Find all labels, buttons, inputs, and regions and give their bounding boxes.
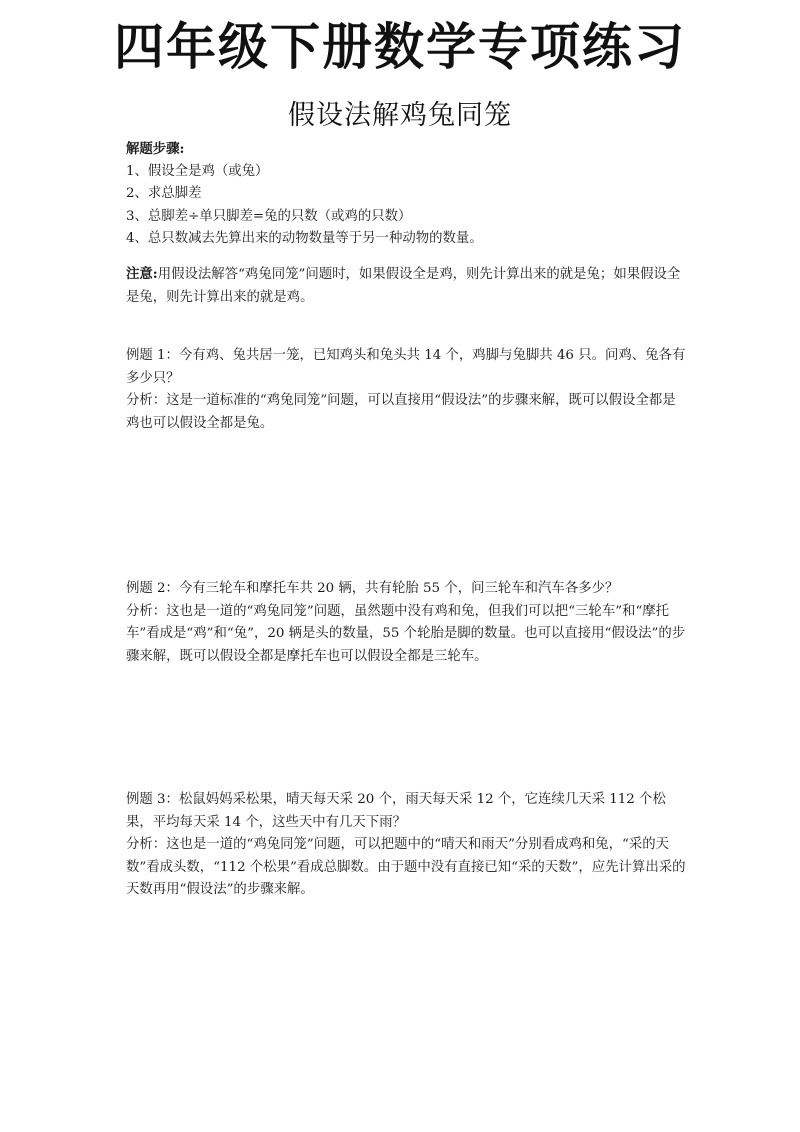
example-question: 例题 2：今有三轮车和摩托车共 20 辆，共有轮胎 55 个，问三轮车和汽车各多少？	[126, 581, 619, 596]
page-title: 四年级下册数学专项练习	[114, 18, 686, 76]
step-item: 3、总脚差÷单只脚差=兔的只数（或鸡的只数）	[126, 208, 412, 224]
example-analysis: 分析：这是一道标准的“鸡兔同笼”问题，可以直接用“假设法”的步骤来解，既可以假设全都是鸡也可以假设全都是兔。	[126, 393, 676, 431]
example-question: 例题 1：今有鸡、兔共居一笼，已知鸡头和兔头共 14 个，鸡脚与兔脚共 46 只。问鸡、兔各有多少只？	[126, 348, 686, 386]
note-text: 用假设法解答“鸡兔同笼”问题时，如果假设全是鸡，则先计算出来的就是兔；如果假设全是兔，则先计算出来的就是鸡。	[126, 267, 681, 305]
steps-heading: 解题步骤:	[126, 141, 185, 157]
example-2	[126, 578, 686, 668]
note-paragraph	[126, 263, 686, 309]
solution-steps	[126, 138, 686, 251]
example-analysis: 分析：这也是一道的“鸡兔同笼”问题，可以把题中的“晴天和雨天”分别看成鸡和兔，“采的天数”看成头数，“112 个松果”看成总脚数。由于题中没有直接已知“采的天数”，应先计算出采的天数再用“假设法”的步骤来解。	[126, 837, 686, 897]
step-item: 1、假设全是鸡（或兔）	[126, 163, 269, 179]
step-item: 4、总只数减去先算出来的动物数量等于另一种动物的数量。	[126, 231, 483, 246]
example-1	[126, 345, 686, 435]
example-3	[126, 789, 686, 902]
example-analysis: 分析：这也是一道的“鸡兔同笼”问题，虽然题中没有鸡和兔，但我们可以把“三轮车”和“摩托车”看成是“鸡”和“兔”，20 辆是头的数量，55 个轮胎是脚的数量。也可以直接用“假设法”的步骤来解，既可以假设全都是摩托车也可以假设全都是三轮车。	[126, 603, 686, 664]
step-item: 2、求总脚差	[126, 186, 202, 201]
note-label: 注意:	[126, 266, 158, 282]
page-subtitle: 假设法解鸡兔同笼	[288, 100, 512, 131]
example-question: 例题 3：松鼠妈妈采松果，晴天每天采 20 个，雨天每天采 12 个，它连续几天采 112 个松果，平均每天采 14 个，这些天中有几天下雨？	[126, 792, 666, 830]
